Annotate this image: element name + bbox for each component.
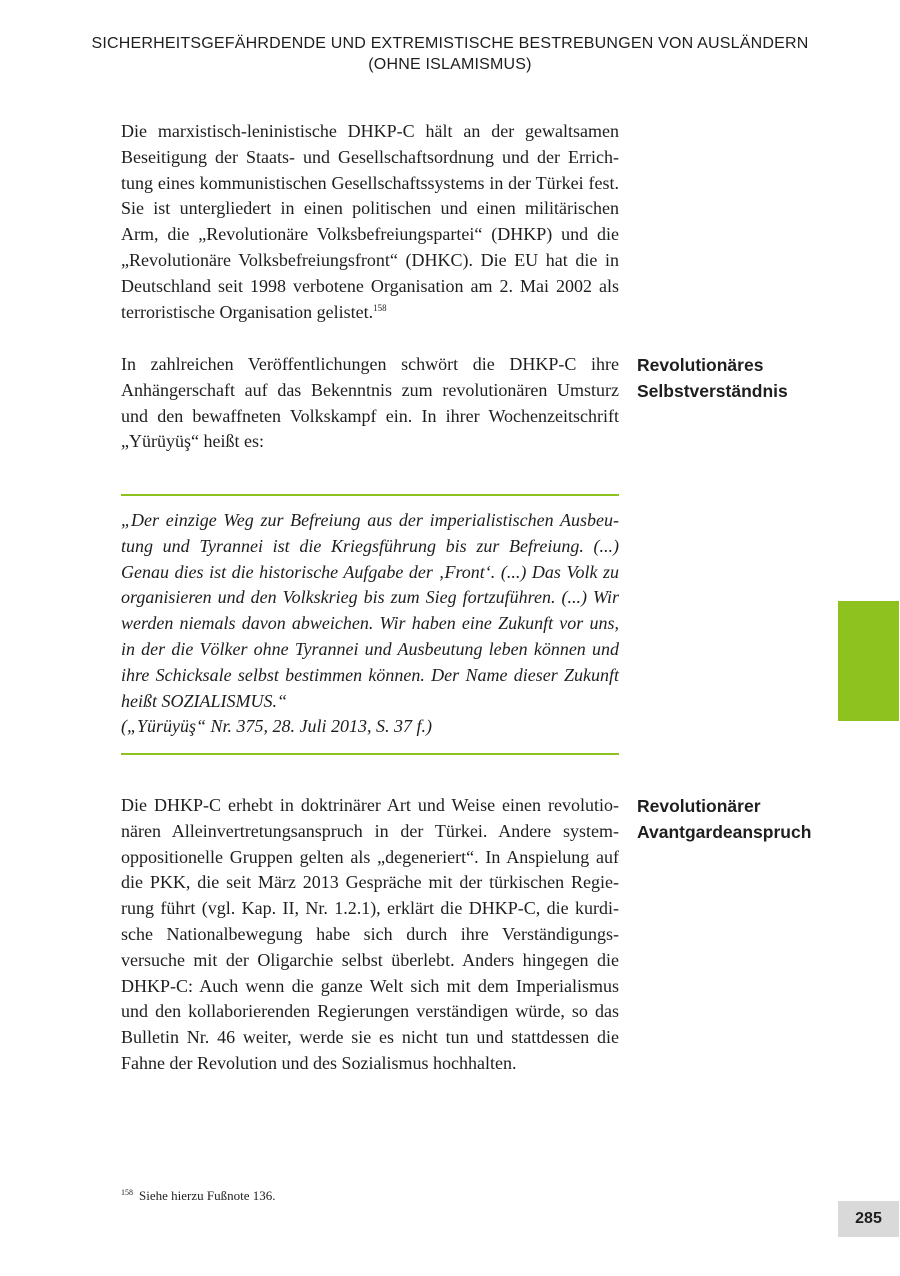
running-header-line-1: SICHERHEITSGEFÄHRDENDE UND EXTREMISTISCHE BESTREBUNGEN VON AUSLÄNDERN	[91, 35, 809, 52]
quote-text: „Der einzige Weg zur Befreiung aus der imperialistischen Ausbeutung und Tyrannei ist die Kriegsführung bis zur Befreiung. (...) Genau dies ist die historische Aufgabe der ‚Front‘. (...) Das Volk zu organisieren und den Volkskrieg bis zum Sieg fortzuführen. (...) Wir werden niemals davon abweichen. Wir haben eine Zukunft vor uns, in der die Völker ohne Tyrannei und Ausbeutung leben können und ihre Schicksale selbst bestimmen können. Der Name dieser Zukunft heißt SOZIALISMUS.“	[121, 510, 619, 711]
sidenote-line: Avantgardeanspruch	[637, 822, 812, 842]
footnote	[121, 1187, 275, 1205]
sidenote-revolutionaeres-selbstverstaendnis	[637, 352, 877, 404]
chapter-tab-marker	[838, 601, 899, 721]
page-number: 285	[855, 1210, 882, 1227]
paragraph-dhkp-c-intro	[121, 119, 619, 325]
footnote-text: Siehe hierzu Fußnote 136.	[139, 1188, 276, 1203]
footnote-reference[interactable]: 158	[373, 302, 387, 313]
running-header	[0, 33, 900, 75]
sidenote-line: Selbstverständnis	[637, 381, 788, 401]
sidenote-line: Revolutionäres	[637, 355, 764, 375]
sidenote-revolutionaerer-avantgardeanspruch	[637, 793, 877, 845]
quote-source: („Yürüyüş“ Nr. 375, 28. Juli 2013, S. 37 f.)	[121, 716, 433, 736]
page-number-box	[838, 1201, 899, 1237]
quote-rule-top	[121, 494, 619, 496]
footnote-number: 158	[121, 1187, 133, 1197]
running-header-line-2: (OHNE ISLAMISMUS)	[368, 56, 532, 73]
sidenote-line: Revolutionärer	[637, 796, 761, 816]
paragraph-alleinvertretungsanspruch: Die DHKP-C erhebt in doktrinärer Art und Weise einen revolutionären Alleinvertretungsanspruch in der Türkei. Andere systemoppositionelle Gruppen gelten als „degeneriert“. In Anspielung auf die PKK, die seit März 2013 Gespräche mit der türkischen Regierung führt (vgl. Kap. II, Nr. 1.2.1), erklärt die DHKP-C, die kurdische Nationalbewegung habe sich durch ihre Verständigungsversuche mit der Oligarchie selbst überlebt. Anders hingegen die DHKP-C: Auch wenn die ganze Welt sich mit dem Imperialismus und den kollaborierenden Regierungen verständigen würde, so das Bulletin Nr. 46 weiter, werde sie es nicht tun und stattdessen die Fahne der Revolution und des Sozialismus hochhalten.	[121, 795, 619, 1073]
paragraph-dhkp-c-intro-text: Die marxistisch-leninistische DHKP-C hält an der gewaltsamen Beseitigung der Staats- und Gesellschaftsordnung und der Errichtung eines kommunistischen Gesellschaftssystems in der Türkei fest. Sie ist untergliedert in einen politischen und einen militärischen Arm, die „Revolutionäre Volksbefreiungspartei“ (DHKP) und die „Revolutionäre Volksbefreiungsfront“ (DHKC). Die EU hat die in Deutschland seit 1998 verbotene Organisation am 2. Mai 2002 als terroristische Organisation gelistet.	[121, 121, 619, 322]
paragraph-veroeffentlichungen: In zahlreichen Veröffentlichungen schwört die DHKP-C ihre Anhängerschaft auf das Bekenntnis zum revolutionären Umsturz und den bewaffneten Volkskampf ein. In ihrer Wochenzeitschrift „Yürüyüş“ heißt es:	[121, 354, 619, 452]
quote-rule-bottom	[121, 753, 619, 755]
